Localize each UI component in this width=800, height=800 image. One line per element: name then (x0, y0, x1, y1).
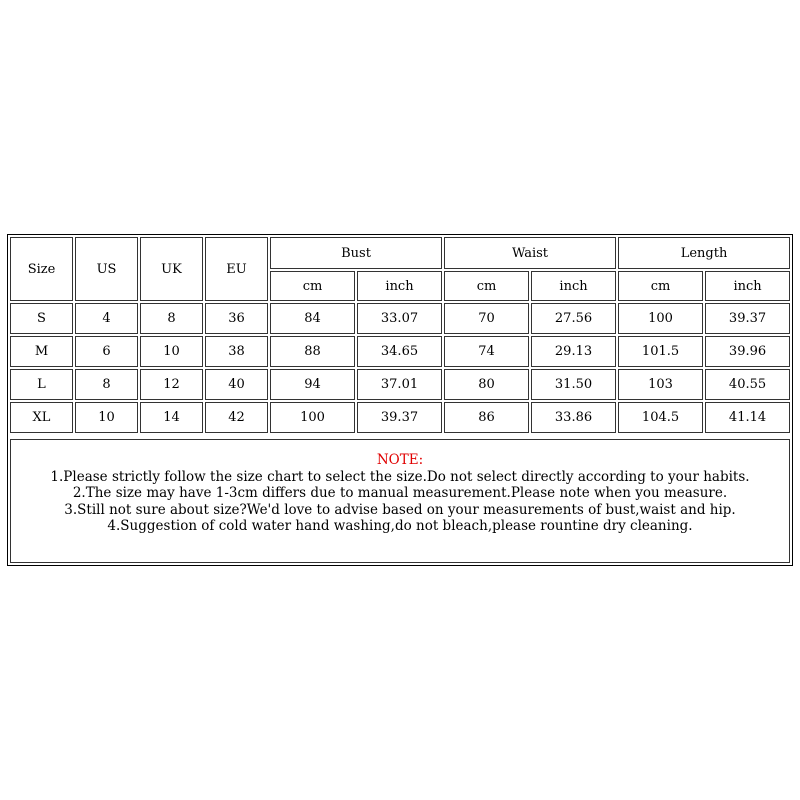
cell-size: S (10, 303, 73, 334)
header-bust-cm: cm (270, 271, 355, 301)
cell-us: 4 (75, 303, 138, 334)
header-length-inch: inch (705, 271, 790, 301)
header-row-groups (10, 237, 790, 269)
note-line-1: 1.Please strictly follow the size chart to select the size.Do not select directly according to your habits. (50, 468, 750, 485)
header-length: Length (618, 237, 790, 269)
cell-us: 6 (75, 336, 138, 367)
cell-eu: 38 (205, 336, 268, 367)
header-size: Size (10, 237, 73, 301)
cell-length-cm: 101.5 (618, 336, 703, 367)
cell-bust-cm: 94 (270, 369, 355, 400)
size-table (8, 235, 792, 435)
cell-uk: 14 (140, 402, 203, 433)
cell-length-cm: 103 (618, 369, 703, 400)
cell-eu: 40 (205, 369, 268, 400)
cell-bust-cm: 84 (270, 303, 355, 334)
cell-uk: 8 (140, 303, 203, 334)
header-uk: UK (140, 237, 203, 301)
header-bust: Bust (270, 237, 442, 269)
table-row (10, 336, 790, 367)
cell-size: XL (10, 402, 73, 433)
cell-waist-cm: 74 (444, 336, 529, 367)
cell-length-cm: 104.5 (618, 402, 703, 433)
cell-bust-cm: 88 (270, 336, 355, 367)
cell-waist-inch: 33.86 (531, 402, 616, 433)
cell-us: 10 (75, 402, 138, 433)
cell-bust-cm: 100 (270, 402, 355, 433)
header-eu: EU (205, 237, 268, 301)
cell-length-inch: 40.55 (705, 369, 790, 400)
table-body (10, 303, 790, 433)
cell-length-inch: 39.37 (705, 303, 790, 334)
header-bust-inch: inch (357, 271, 442, 301)
table-row (10, 369, 790, 400)
cell-waist-inch: 29.13 (531, 336, 616, 367)
cell-bust-inch: 39.37 (357, 402, 442, 433)
cell-waist-cm: 86 (444, 402, 529, 433)
cell-length-inch: 41.14 (705, 402, 790, 433)
cell-waist-inch: 27.56 (531, 303, 616, 334)
header-waist-cm: cm (444, 271, 529, 301)
size-chart (7, 234, 793, 566)
notes-panel (10, 439, 790, 563)
cell-size: M (10, 336, 73, 367)
cell-size: L (10, 369, 73, 400)
cell-waist-inch: 31.50 (531, 369, 616, 400)
note-line-3: 3.Still not sure about size?We'd love to advise based on your measurements of bust,waist and hip. (64, 501, 736, 518)
cell-uk: 10 (140, 336, 203, 367)
cell-length-inch: 39.96 (705, 336, 790, 367)
cell-bust-inch: 33.07 (357, 303, 442, 334)
cell-bust-inch: 34.65 (357, 336, 442, 367)
header-waist: Waist (444, 237, 616, 269)
cell-eu: 36 (205, 303, 268, 334)
note-line-2: 2.The size may have 1-3cm differs due to manual measurement.Please note when you measure. (72, 485, 728, 501)
note-line-4: 4.Suggestion of cold water hand washing,do not bleach,please rountine dry cleaning. (107, 518, 693, 534)
table-row (10, 303, 790, 334)
cell-us: 8 (75, 369, 138, 400)
cell-waist-cm: 70 (444, 303, 529, 334)
table-row (10, 402, 790, 433)
header-waist-inch: inch (531, 271, 616, 301)
header-us: US (75, 237, 138, 301)
cell-bust-inch: 37.01 (357, 369, 442, 400)
header-length-cm: cm (618, 271, 703, 301)
note-title: NOTE: (376, 452, 424, 468)
cell-waist-cm: 80 (444, 369, 529, 400)
cell-eu: 42 (205, 402, 268, 433)
cell-uk: 12 (140, 369, 203, 400)
cell-length-cm: 100 (618, 303, 703, 334)
